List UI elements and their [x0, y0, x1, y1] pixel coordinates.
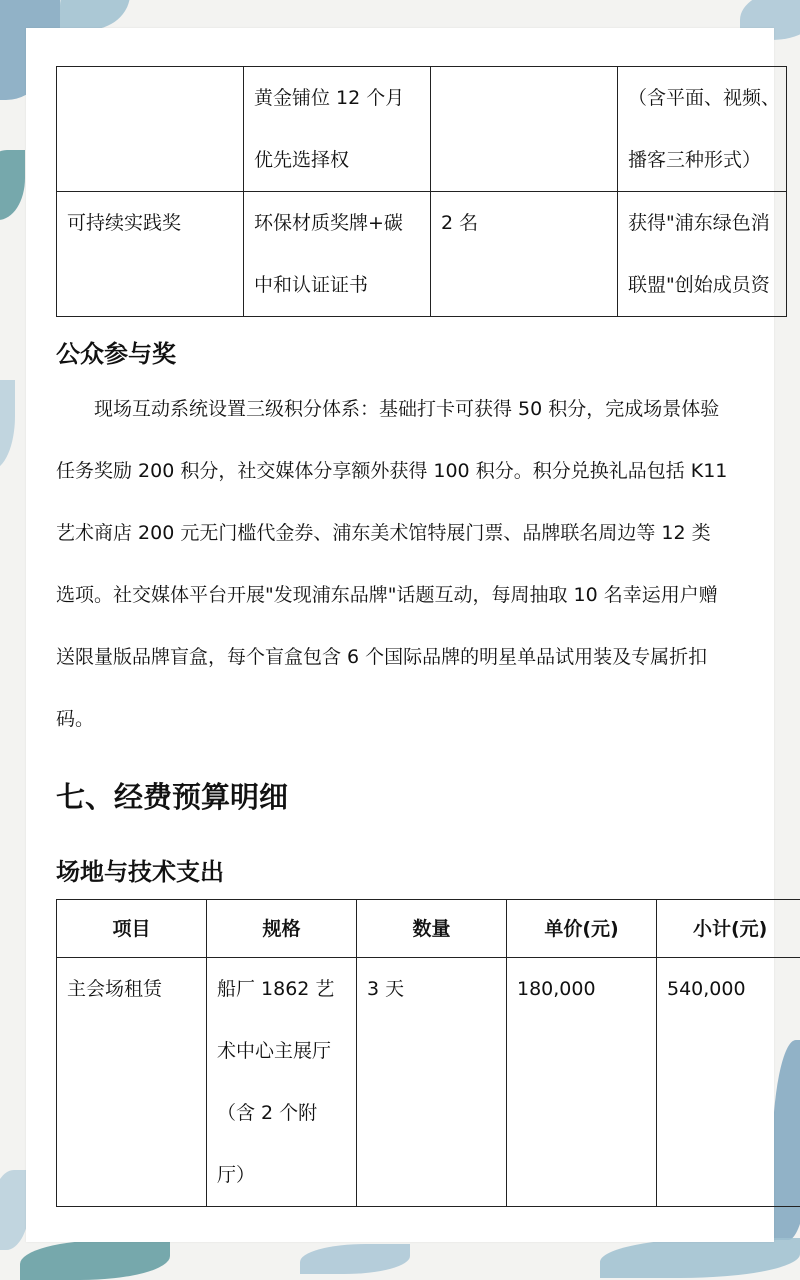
table-cell — [431, 67, 618, 192]
table-cell — [507, 958, 657, 1207]
budget-table — [56, 899, 800, 1207]
column-header: 规格 — [207, 900, 357, 958]
table-cell — [357, 958, 507, 1207]
column-header: 项目 — [57, 900, 207, 958]
public-award-heading: 公众参与奖 — [56, 334, 176, 369]
paragraph-line: 现场互动系统设置三级积分体系：基础打卡可获得 50 积分，完成场景体验 — [56, 378, 776, 440]
cell-line: 主会场租赁 — [67, 978, 162, 1000]
cell-line: 可持续实践奖 — [67, 212, 181, 234]
paragraph-line: 送限量版品牌盲盒，每个盲盒包含 6 个国际品牌的明星单品试用装及专属折扣 — [56, 626, 776, 688]
award-table — [56, 66, 787, 317]
table-row — [57, 958, 800, 1207]
table-cell — [618, 192, 787, 317]
column-header: 数量 — [357, 900, 507, 958]
table-row — [57, 192, 787, 317]
paragraph-line: 码。 — [56, 688, 776, 750]
table-cell — [431, 192, 618, 317]
column-header: 单价(元) — [507, 900, 657, 958]
table-cell — [57, 67, 244, 192]
cell-line: 2 名 — [441, 212, 478, 234]
table-cell — [244, 192, 431, 317]
cell-line: 黄金铺位 12 个月 优先选择权 — [254, 67, 430, 191]
cell-line: （含平面、视频、 播客三种形式） — [628, 67, 786, 191]
table-cell — [657, 958, 800, 1207]
paragraph-line: 选项。社交媒体平台开展"发现浦东品牌"话题互动，每周抽取 10 名幸运用户赠 — [56, 564, 776, 626]
cell-line: 获得"浦东绿色消 联盟"创始成员资 — [628, 192, 786, 316]
cell-line: 3 天 — [367, 978, 404, 1000]
table-header-row — [57, 900, 800, 958]
cell-line: 540,000 — [667, 978, 746, 1000]
table-cell — [244, 67, 431, 192]
public-award-paragraph — [56, 378, 776, 750]
table-cell — [207, 958, 357, 1207]
table-row — [57, 67, 787, 192]
section-subheading: 场地与技术支出 — [56, 852, 224, 887]
table-cell — [618, 67, 787, 192]
cell-line: 环保材质奖牌+碳 中和认证证书 — [254, 192, 430, 316]
column-header: 小计(元) — [657, 900, 800, 958]
cell-line: 180,000 — [517, 978, 596, 1000]
section-heading: 七、经费预算明细 — [56, 775, 288, 816]
paragraph-line: 艺术商店 200 元无门槛代金券、浦东美术馆特展门票、品牌联名周边等 12 类 — [56, 502, 776, 564]
table-cell — [57, 958, 207, 1207]
table-cell — [57, 192, 244, 317]
cell-line: 船厂 1862 艺 术中心主展厅 （含 2 个附 厅） — [217, 958, 356, 1206]
paragraph-line: 任务奖励 200 积分，社交媒体分享额外获得 100 积分。积分兑换礼品包括 K11 — [56, 440, 776, 502]
